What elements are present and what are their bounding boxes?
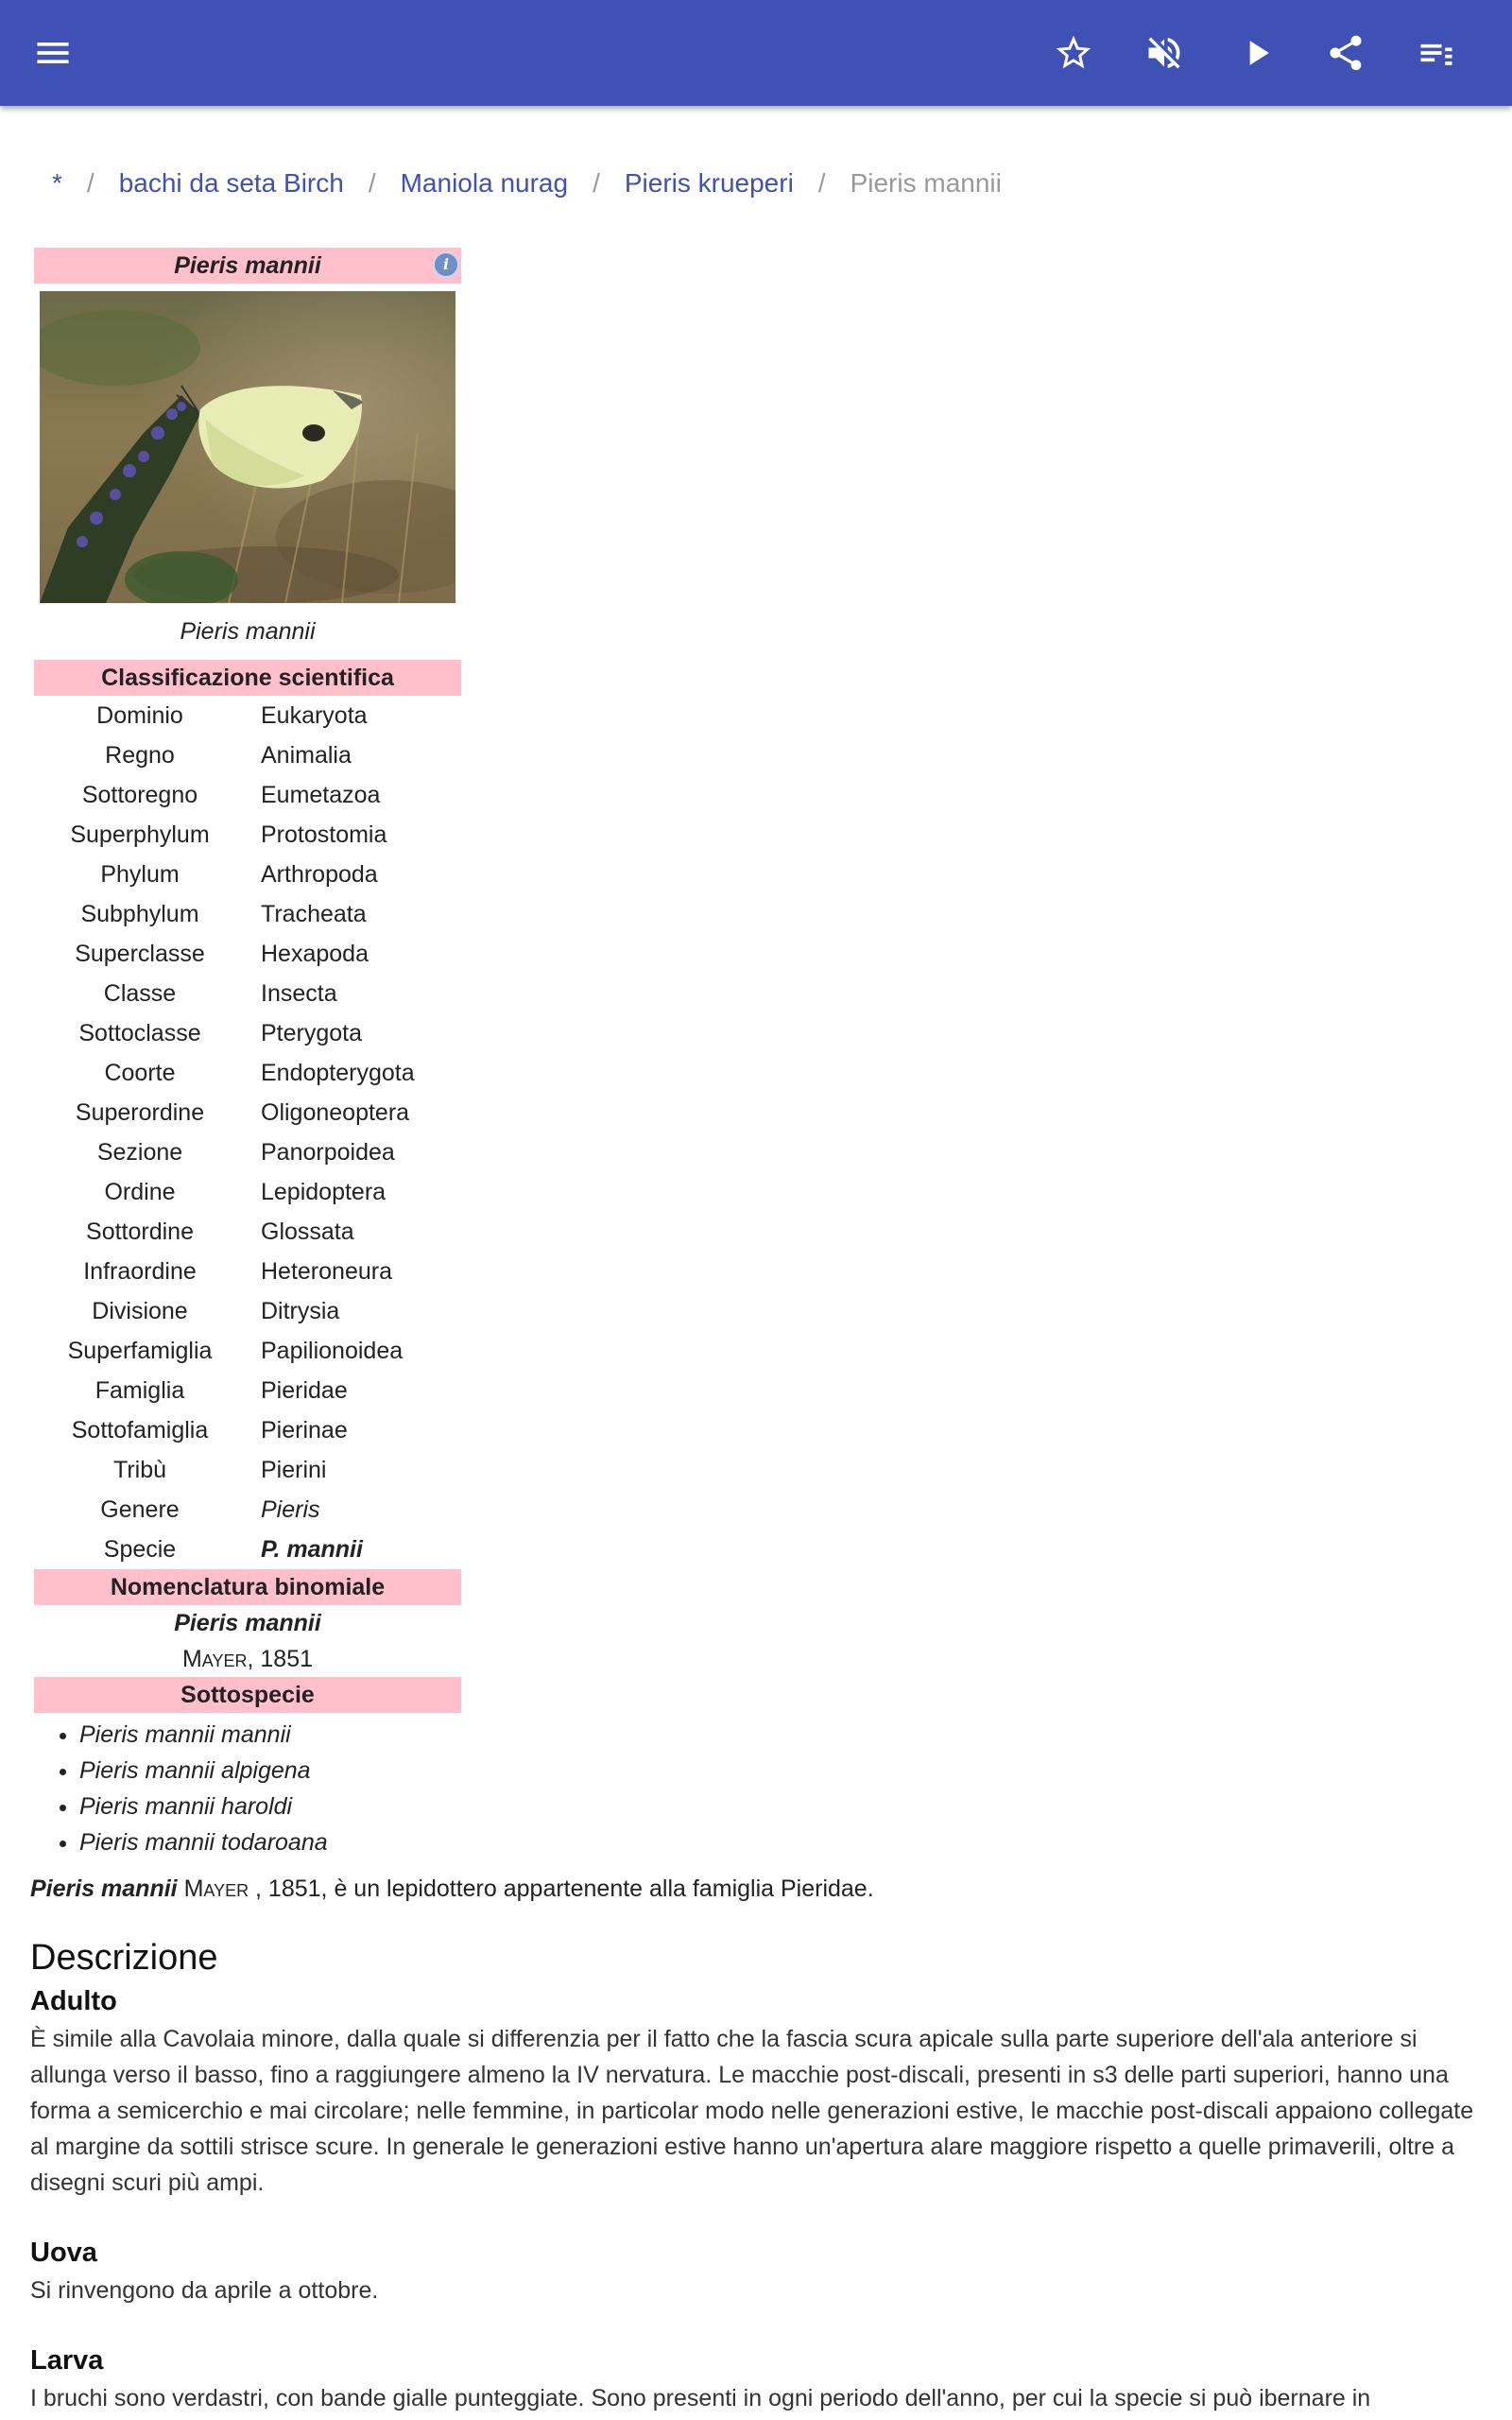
taxon-name[interactable]: Eumetazoa (261, 782, 381, 808)
rank-label: Dominio (96, 702, 183, 729)
rank-row (34, 894, 461, 934)
rank-label: Sottofamiglia (71, 1417, 209, 1443)
info-icon[interactable]: i (433, 251, 459, 278)
taxon-name[interactable]: Oligoneoptera (261, 1099, 410, 1126)
binomial-block (34, 1605, 461, 1677)
breadcrumb (52, 168, 1002, 199)
taxon-name[interactable]: Glossata (261, 1219, 354, 1245)
binomial-year: , 1851 (247, 1646, 314, 1672)
rank-label: Subphylum (80, 901, 199, 927)
rank-row (34, 1530, 461, 1569)
rank-row (34, 934, 461, 974)
binomial-authority (34, 1641, 461, 1677)
rank-label: Regno (105, 742, 175, 769)
playlist-icon[interactable] (1408, 25, 1465, 81)
egg-paragraph: Si rinvengono da aprile a ottobre. (30, 2277, 379, 2304)
taxon-name[interactable]: Protostomia (261, 821, 387, 848)
taxon-name[interactable]: Tracheata (261, 901, 367, 927)
adult-paragraph: È simile alla Cavolaia minore, dalla quale si differenzia per il fatto che la fascia scura apicale sulla parte superiore dell'ala anteriore si allunga verso il basso, fino a raggiungere almeno la IV nervatura. Le macchie post-discali, presenti in s3 delle parti superiori, hanno una forma a semicerchio e mai circolare; nelle femmine, in particolar modo nelle generazioni estive, le macchie post-discali appaiono collegate al margine da sottili strisce scure. In generale le generazioni estive hanno un'apertura alare maggiore rispetto a quelle primaverili, oltre a disegni scuri più ampi. (30, 2026, 1474, 2196)
rank-label: Specie (103, 1536, 177, 1563)
subsection-heading-uova: Uova (30, 2238, 97, 2268)
rank-label: Infraordine (83, 1258, 197, 1285)
binomial-header: Nomenclatura binomiale (34, 1569, 461, 1605)
taxobox-title-text: Pieris mannii (174, 252, 321, 279)
taxon-name[interactable]: Pierinae (261, 1417, 348, 1443)
species-photo[interactable] (40, 291, 455, 603)
rank-label: Sezione (96, 1139, 183, 1166)
binomial-author: Mayer (181, 1646, 248, 1672)
rank-label: Sottoregno (81, 782, 198, 808)
rank-row (34, 735, 461, 775)
rank-label: Famiglia (94, 1377, 185, 1404)
rank-row (34, 1093, 461, 1132)
rank-label: Ordine (104, 1179, 176, 1205)
rank-row (34, 1410, 461, 1450)
classification-header: Classificazione scientifica (34, 660, 461, 696)
subsection-heading-adulto: Adulto (30, 1986, 117, 2016)
rank-label: Sottoclasse (78, 1020, 201, 1046)
subsection-heading-larva: Larva (30, 2345, 104, 2376)
rank-row (34, 775, 461, 815)
breadcrumb-item-krueperi[interactable]: Pieris krueperi (624, 168, 794, 198)
volume-off-icon[interactable] (1136, 25, 1193, 81)
rank-row (34, 1212, 461, 1252)
rank-label: Classe (103, 980, 177, 1007)
rank-row (34, 974, 461, 1013)
breadcrumb-item-bachi[interactable]: bachi da seta Birch (118, 168, 344, 198)
rank-row (34, 1490, 461, 1530)
breadcrumb-separator: / (86, 168, 94, 198)
rank-label: Superclasse (75, 941, 205, 967)
breadcrumb-current: Pieris mannii (850, 168, 1002, 198)
photo-caption: Pieris mannii (180, 618, 316, 645)
rank-label: Divisione (92, 1298, 188, 1324)
subspecies-item[interactable]: • Pieris mannii haroldi (79, 1789, 461, 1824)
subspecies-item[interactable]: • Pieris mannii alpigena (79, 1753, 461, 1789)
rank-row (34, 1371, 461, 1410)
rank-row (34, 1013, 461, 1053)
rank-row (34, 1053, 461, 1093)
rank-row (34, 1450, 461, 1490)
rank-label: Sottordine (86, 1219, 194, 1245)
star-outline-icon[interactable] (1045, 25, 1102, 81)
play-icon[interactable] (1228, 25, 1285, 81)
taxon-name[interactable]: Ditrysia (261, 1298, 340, 1324)
rank-row (34, 1291, 461, 1331)
taxon-name[interactable]: Pieris (261, 1496, 320, 1523)
share-icon[interactable] (1317, 25, 1374, 81)
rank-row (34, 815, 461, 855)
rank-row (34, 1331, 461, 1371)
taxon-name[interactable]: Lepidoptera (261, 1179, 387, 1205)
taxon-name[interactable]: Pierini (261, 1457, 327, 1483)
breadcrumb-item-root[interactable]: * (52, 168, 62, 198)
taxon-name[interactable]: Heteroneura (261, 1258, 392, 1285)
app-bar (0, 0, 1512, 106)
taxon-name[interactable]: Endopterygota (261, 1060, 415, 1086)
rank-label: Phylum (100, 861, 180, 888)
taxon-name[interactable]: Animalia (261, 742, 352, 769)
breadcrumb-separator: / (368, 168, 376, 198)
rank-label: Superphylum (70, 821, 210, 848)
taxon-name[interactable]: Insecta (261, 980, 337, 1007)
binomial-name: Pieris mannii (174, 1610, 321, 1636)
breadcrumb-separator: / (817, 168, 826, 198)
taxon-name[interactable]: Papilionoidea (261, 1338, 404, 1364)
taxon-name[interactable]: Hexapoda (261, 941, 369, 967)
rank-label: Coorte (104, 1060, 176, 1086)
rank-label: Superordine (75, 1099, 205, 1126)
intro-species-name: Pieris mannii (30, 1876, 178, 1902)
rank-row (34, 855, 461, 894)
rank-list (34, 696, 461, 1569)
subspecies-item[interactable]: • Pieris mannii todaroana (79, 1824, 461, 1860)
breadcrumb-separator: / (593, 168, 600, 198)
subspecies-list (34, 1717, 461, 1860)
rank-row (34, 696, 461, 735)
intro-text: , 1851, è un lepidottero appartenente alla famiglia Pieridae. (249, 1876, 874, 1902)
taxon-name[interactable]: Arthropoda (261, 861, 378, 888)
butterfly-photo-illustration (40, 291, 455, 603)
taxon-name[interactable]: P. mannii (261, 1536, 363, 1563)
subspecies-item[interactable]: • Pieris mannii mannii (79, 1717, 461, 1753)
rank-row (34, 1132, 461, 1172)
intro-author: Mayer (183, 1876, 249, 1902)
taxon-name[interactable]: Panorpoidea (261, 1139, 395, 1166)
section-heading-descrizione: Descrizione (30, 1938, 218, 1978)
larva-paragraph: I bruchi sono verdastri, con bande gialle punteggiate. Sono presenti in ogni periodo dell'anno, per cui la specie si può ibernare in (30, 2385, 1371, 2411)
taxon-name[interactable]: Pieridae (261, 1377, 348, 1404)
taxon-name[interactable]: Pterygota (261, 1020, 363, 1046)
article-body (30, 1870, 1486, 2416)
rank-label: Tribù (112, 1457, 167, 1483)
breadcrumb-item-maniola[interactable]: Maniola nurag (400, 168, 569, 198)
rank-label: Superfamiglia (67, 1338, 213, 1364)
intro-paragraph (30, 1870, 1486, 1908)
taxon-name[interactable]: Eukaryota (261, 702, 368, 729)
subspecies-header: Sottospecie (34, 1677, 461, 1713)
rank-row (34, 1252, 461, 1291)
rank-label: Genere (100, 1496, 180, 1523)
menu-icon[interactable] (25, 25, 81, 81)
rank-row (34, 1172, 461, 1212)
taxobox (34, 248, 461, 1860)
taxobox-title (34, 248, 461, 284)
